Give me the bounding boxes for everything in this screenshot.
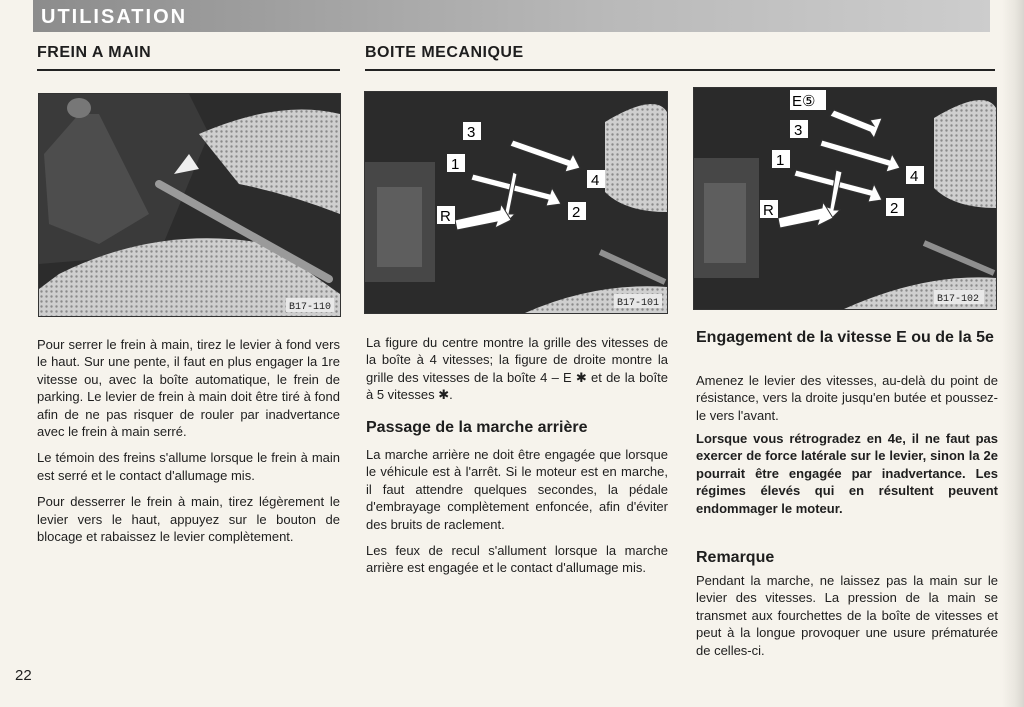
gearbox-4speed-code: B17-101: [617, 298, 660, 309]
page-edge-shadow: [1002, 0, 1024, 707]
gearbox-rule: [365, 69, 995, 71]
section-banner: [33, 0, 990, 32]
reverse-paragraph: La marche arrière ne doit être engagée que lorsque le véhicule est à l'arrêt. Si le moteur est en marche, il faut attendre quelques secondes, la pédale d'embrayage complètement enfoncée, afin d'éviter des bruits de raclement.: [366, 447, 668, 532]
handbrake-photo: [38, 93, 341, 317]
gearbox-4speed-photo: [364, 91, 668, 314]
gear-3-label: 3: [467, 124, 476, 141]
section-title: UTILISATION: [41, 6, 188, 28]
handbrake-rule: [37, 69, 340, 71]
gear-3-label: 3: [794, 122, 803, 139]
handbrake-photo-code: B17-110: [289, 302, 332, 313]
gear-2-label: 2: [572, 204, 581, 221]
remark-title: Remarque: [696, 549, 775, 566]
handbrake-paragraph: Pour serrer le frein à main, tirez le levier à fond vers le haut. Sur une pente, il faut en plus engager la 1re vitesse ou, avec la boîte automatique, le frein de parking. Le levier de frein à main doit être tiré à fond afin de ne pas risquer de rouler par inadvertance avec le frein à main serré.: [37, 337, 340, 440]
handbrake-heading: FREIN A MAIN: [37, 44, 152, 61]
gear-r-label: R: [763, 202, 774, 219]
fifth-gear-text: Amenez le levier des vitesses, au-delà du point de résistance, vers la droite jusqu'en butée et poussez-le vers l'avant.: [696, 373, 998, 423]
gear-5-label: E⑤: [792, 93, 816, 110]
handbrake-paragraph: Pour desserrer le frein à main, tirez légèrement le levier vers le haut, appuyez sur le bouton de blocage et rabaissez le levier complètement.: [37, 494, 340, 545]
gearbox-intro: La figure du centre montre la grille des vitesses de la boîte à 4 vitesses; la figure de droite montre la grille des vitesses de la boîte 4 – E ✱ et de la boîte à 5 vitesses ✱.: [366, 335, 668, 403]
gearbox-heading: BOITE MECANIQUE: [365, 44, 524, 61]
handbrake-paragraph: Le témoin des freins s'allume lorsque le frein à main est serré et le contact d'allumage mis.: [37, 450, 340, 483]
handbrake-text: [37, 336, 340, 554]
reverse-text: [366, 446, 668, 586]
gear-2-label: 2: [890, 200, 899, 217]
gear-4-label: 4: [591, 172, 600, 189]
gear-1-label: 1: [776, 152, 785, 169]
remark-text: Pendant la marche, ne laissez pas la main sur le levier des vitesses. La pression de la main se transmet aux fourchettes de la boîte de vitesses et peut à la longue provoquer une usure prématurée de celles-ci.: [696, 573, 998, 658]
reverse-paragraph: Les feux de recul s'allument lorsque la marche arrière est engagée et le contact d'allumage mis.: [366, 543, 668, 576]
gear-r-label: R: [440, 208, 451, 225]
gearbox-5speed-photo: [693, 87, 997, 310]
gear-4-label: 4: [910, 168, 919, 185]
reverse-subheading: Passage de la marche arrière: [366, 419, 588, 436]
page-number: 22: [15, 667, 32, 684]
gear-1-label: 1: [451, 156, 460, 173]
gearbox-5speed-code: B17-102: [937, 294, 980, 305]
fifth-gear-subheading: Engagement de la vitesse E ou de la 5e: [696, 329, 994, 346]
downshift-warning: Lorsque vous rétrogradez en 4e, il ne faut pas exercer de force latérale sur le levier, sinon la 2e pourrait être engagée par inadvertance. Les régimes élevés qui en résultent peuvent endommager le moteur.: [696, 431, 998, 516]
